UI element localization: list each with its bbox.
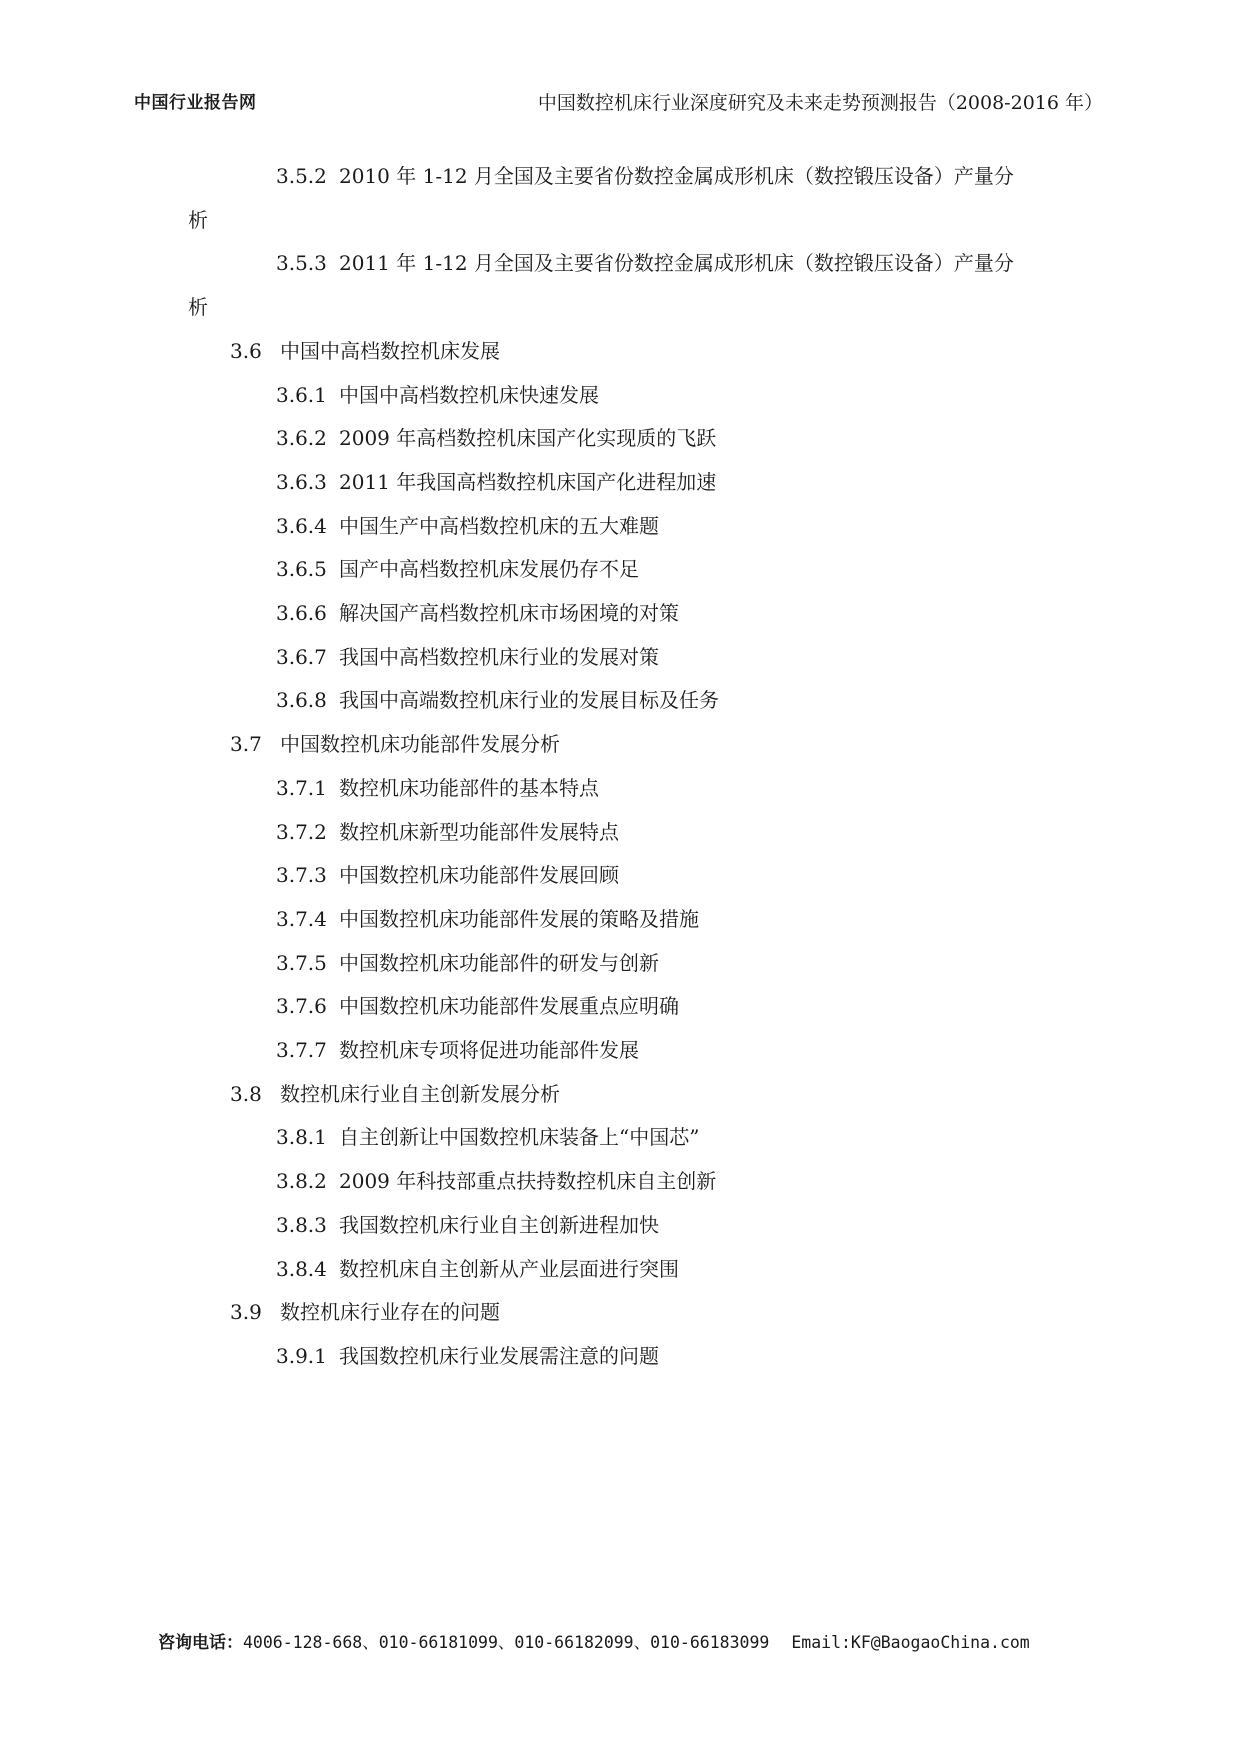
toc-entry-number: 3.7.4 — [276, 906, 327, 931]
toc-entry-number: 3.6.7 — [276, 644, 327, 669]
toc-entry — [276, 424, 716, 452]
toc-entry-title: 数控机床新型功能部件发展特点 — [339, 819, 619, 844]
toc-entry-title: 中国数控机床功能部件发展的策略及措施 — [339, 906, 699, 931]
toc-entry — [230, 1298, 500, 1326]
toc-entry-number: 3.8.3 — [276, 1212, 327, 1237]
toc-entry-title: 自主创新让中国数控机床装备上“中国芯” — [339, 1125, 700, 1150]
toc-entry-number: 3.9.1 — [276, 1343, 327, 1368]
toc-entry-title: 2011 年我国高档数控机床国产化进程加速 — [339, 469, 717, 494]
toc-entry — [276, 1211, 659, 1239]
toc-entry — [230, 730, 560, 758]
toc-entry-title: 2011 年 1-12 月全国及主要省份数控金属成形机床（数控锻压设备）产量分 — [339, 251, 1014, 276]
toc-entry-number: 3.8.1 — [276, 1125, 327, 1150]
toc-entry-number: 3.6.5 — [276, 557, 327, 582]
toc-entry — [276, 468, 716, 496]
toc-entry — [188, 293, 208, 321]
toc-entry-title: 解决国产高档数控机床市场困境的对策 — [339, 601, 679, 625]
toc-entry — [276, 818, 619, 846]
toc-entry-title: 数控机床专项将促进功能部件发展 — [339, 1038, 639, 1062]
toc-entry — [188, 206, 208, 234]
toc-entry — [276, 686, 719, 714]
toc-entry-title: 析 — [188, 295, 208, 320]
toc-entry — [276, 249, 1014, 277]
report-title: 中国数控机床行业深度研究及未来走势预测报告（2008-2016 年） — [537, 92, 1103, 114]
toc-entry-number: 3.9 — [230, 1300, 262, 1325]
contact-phones: 4006-128-668、010-66181099、010-66182099、010-66183099 — [243, 1633, 770, 1652]
contact-footer — [158, 1628, 1030, 1653]
toc-entry-number: 3.6.2 — [276, 426, 327, 451]
toc-entry-number: 3.6.1 — [276, 382, 327, 407]
toc-entry-title: 中国中高档数控机床快速发展 — [339, 382, 599, 407]
toc-entry-title: 数控机床行业存在的问题 — [280, 1300, 500, 1325]
toc-entry-title: 我国中高端数控机床行业的发展目标及任务 — [339, 688, 719, 713]
toc-entry — [276, 1167, 716, 1195]
toc-entry-title: 中国数控机床功能部件的研发与创新 — [339, 950, 659, 975]
toc-entry-title: 2009 年高档数控机床国产化实现质的飞跃 — [339, 426, 717, 451]
toc-entry-number: 3.6.6 — [276, 601, 327, 625]
toc-entry-number: 3.7 — [230, 732, 262, 757]
site-name: 中国行业报告网 — [134, 93, 257, 113]
toc-entry — [276, 949, 659, 977]
toc-entry-title: 2009 年科技部重点扶持数控机床自主创新 — [339, 1169, 717, 1194]
toc-entry — [276, 861, 619, 889]
toc-entry-title: 中国数控机床功能部件发展重点应明确 — [339, 994, 679, 1019]
toc-entry-number: 3.7.5 — [276, 950, 327, 975]
toc-entry-number: 3.8.4 — [276, 1256, 327, 1281]
toc-entry-title: 析 — [188, 207, 208, 232]
toc-entry-number: 3.7.6 — [276, 994, 327, 1019]
toc-entry-title: 我国数控机床行业自主创新进程加快 — [339, 1212, 659, 1237]
toc-entry-number: 3.5.2 — [276, 164, 327, 188]
toc-entry-number: 3.6.3 — [276, 469, 327, 494]
toc-entry-title: 数控机床行业自主创新发展分析 — [280, 1081, 560, 1106]
toc-entry — [276, 1255, 679, 1283]
toc-entry-number: 3.6 — [230, 338, 262, 363]
toc-entry-title: 中国数控机床功能部件发展分析 — [280, 732, 560, 757]
toc-entry-title: 中国数控机床功能部件发展回顾 — [339, 863, 619, 888]
toc-entry — [276, 643, 659, 671]
toc-entry-number: 3.7.3 — [276, 863, 327, 888]
toc-entry — [276, 992, 679, 1020]
toc-entry — [276, 599, 679, 627]
toc-entry-title: 2010 年 1-12 月全国及主要省份数控金属成形机床（数控锻压设备）产量分 — [339, 164, 1014, 188]
toc-entry — [276, 905, 699, 933]
toc-entry — [276, 1123, 699, 1151]
toc-entry-number: 3.7.1 — [276, 775, 327, 800]
toc-entry-title: 中国生产中高档数控机床的五大难题 — [339, 513, 659, 538]
toc-entry — [230, 337, 500, 365]
toc-entry-title: 数控机床功能部件的基本特点 — [339, 775, 599, 800]
toc-entry-number: 3.5.3 — [276, 251, 327, 276]
toc-entry-number: 3.6.4 — [276, 513, 327, 538]
toc-entry — [276, 1036, 639, 1064]
toc-entry-number: 3.8.2 — [276, 1169, 327, 1194]
toc-entry — [276, 1342, 659, 1370]
toc-entry-title: 中国中高档数控机床发展 — [280, 338, 500, 363]
toc-entry — [276, 381, 599, 409]
toc-entry — [276, 512, 659, 540]
toc-entry-title: 我国中高档数控机床行业的发展对策 — [339, 644, 659, 669]
toc-entry-number: 3.7.7 — [276, 1038, 327, 1062]
toc-entry-title: 我国数控机床行业发展需注意的问题 — [339, 1343, 659, 1368]
toc-entry — [230, 1080, 560, 1108]
toc-entry-title: 数控机床自主创新从产业层面进行突围 — [339, 1256, 679, 1281]
toc-entry-number: 3.8 — [230, 1081, 262, 1106]
toc-entry — [276, 162, 1014, 190]
toc-entry-title: 国产中高档数控机床发展仍存不足 — [339, 557, 639, 582]
toc-entry-number: 3.6.8 — [276, 688, 327, 713]
toc-entry — [276, 774, 599, 802]
contact-label: 咨询电话： — [158, 1633, 243, 1653]
toc-entry-number: 3.7.2 — [276, 819, 327, 844]
toc-entry — [276, 555, 639, 583]
contact-email: Email:KF@BaogaoChina.com — [791, 1633, 1030, 1652]
